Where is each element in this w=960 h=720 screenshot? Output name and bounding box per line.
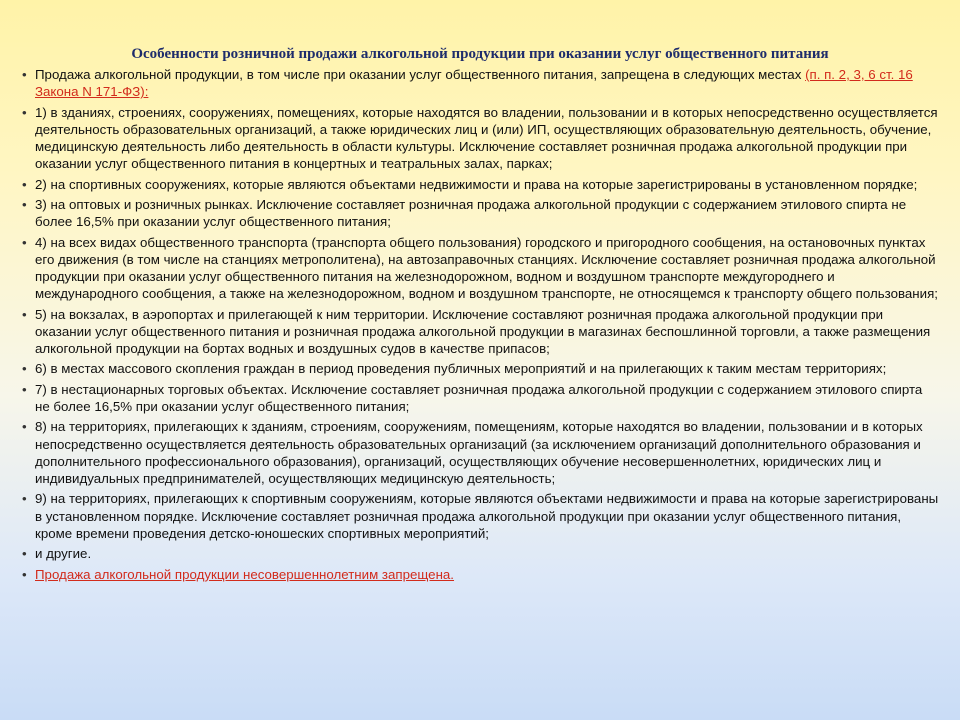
- bullet-list: [22, 66, 940, 586]
- bullet-warning: [22, 566, 940, 583]
- minors-warning-link[interactable]: Продажа алкогольной продукции несовершеннолетним запрещена.: [35, 566, 455, 582]
- bullet-item-others: • и другие.: [22, 545, 940, 562]
- bullet-intro: [22, 66, 940, 100]
- bullet-item-8: • 8) на территориях, прилегающих к зданиям, строениям, сооружениям, помещениям, которые находятся во владении, пользовании и в которых непосредственно осуществляется деятельность образовательных организаций (за исключением организаций дополнительного образования и дополнительного профессионального образования), организаций, осуществляющих обучение несовершеннолетних, юридических лиц и индивидуальных предпринимателей, осуществляющих медицинскую деятельность;: [22, 418, 940, 487]
- bullet-item-9: • 9) на территориях, прилегающих к спортивным сооружениям, которые являются объектами недвижимости и права на которые зарегистрированы в установленном порядке. Исключение составляет розничная продажа алкогольной продукции при оказании услуг общественного питания, кроме времени проведения детско-юношеских спортивных мероприятий;: [22, 490, 940, 542]
- intro-text: Продажа алкогольной продукции, в том числе при оказании услуг общественного питания, запрещена в следующих местах: [35, 67, 806, 82]
- law-reference-link[interactable]: (п. п. 2, 3, 6 ст. 16 Закона N 171-ФЗ):: [35, 67, 913, 100]
- bullet-item-6: • 6) в местах массового скопления граждан в период проведения публичных мероприятий и на прилегающих к таким местам территориях;: [22, 360, 940, 377]
- bullet-item-7: • 7) в нестационарных торговых объектах. Исключение составляет розничная продажа алкогольной продукции с содержанием этилового спирта не более 16,5% при оказании услуг общественного питания;: [22, 381, 940, 415]
- bullet-item-5: • 5) на вокзалах, в аэропортах и прилегающей к ним территории. Исключение составляют розничная продажа алкогольной продукции при оказании услуг общественного питания и розничная продажа алкогольной продукции в магазинах беспошлинной торговли, а также размещения алкогольной продукции на бортах водных и воздушных судов в качестве припасов;: [22, 306, 940, 358]
- slide-title: Особенности розничной продажи алкогольной продукции при оказании услуг общественного питания: [131, 46, 829, 62]
- bullet-item-3: • 3) на оптовых и розничных рынках. Исключение составляет розничная продажа алкогольной продукции с содержанием этилового спирта не более 16,5% при оказании услуг общественного питания;: [22, 196, 940, 230]
- bullet-item-4: • 4) на всех видах общественного транспорта (транспорта общего пользования) городского и пригородного сообщения, на остановочных пунктах его движения (в том числе на станциях метрополитена), на автозаправочных станциях. Исключение составляет розничная продажа алкогольной продукции при оказании услуг общественного питания на железнодорожном, водном и воздушном транспорте междугороднего и международного сообщения, а также на железнодорожном, водном и воздушном транспорте, не относящемся к транспорту общего пользования;: [22, 234, 940, 303]
- bullet-item-1: • 1) в зданиях, строениях, сооружениях, помещениях, которые находятся во владении, пользовании и в которых непосредственно осуществляется деятельность образовательных организаций, а также юридических лиц и (или) ИП, осуществляющих образовательную деятельность, обучение, медицинскую деятельность либо деятельность в области культуры. Исключение составляет розничная продажа алкогольной продукции при оказании услуг общественного питания в концертных и театральных залах, парках;: [22, 104, 940, 173]
- bullet-item-2: • 2) на спортивных сооружениях, которые являются объектами недвижимости и права на которые зарегистрированы в установленном порядке;: [22, 176, 940, 193]
